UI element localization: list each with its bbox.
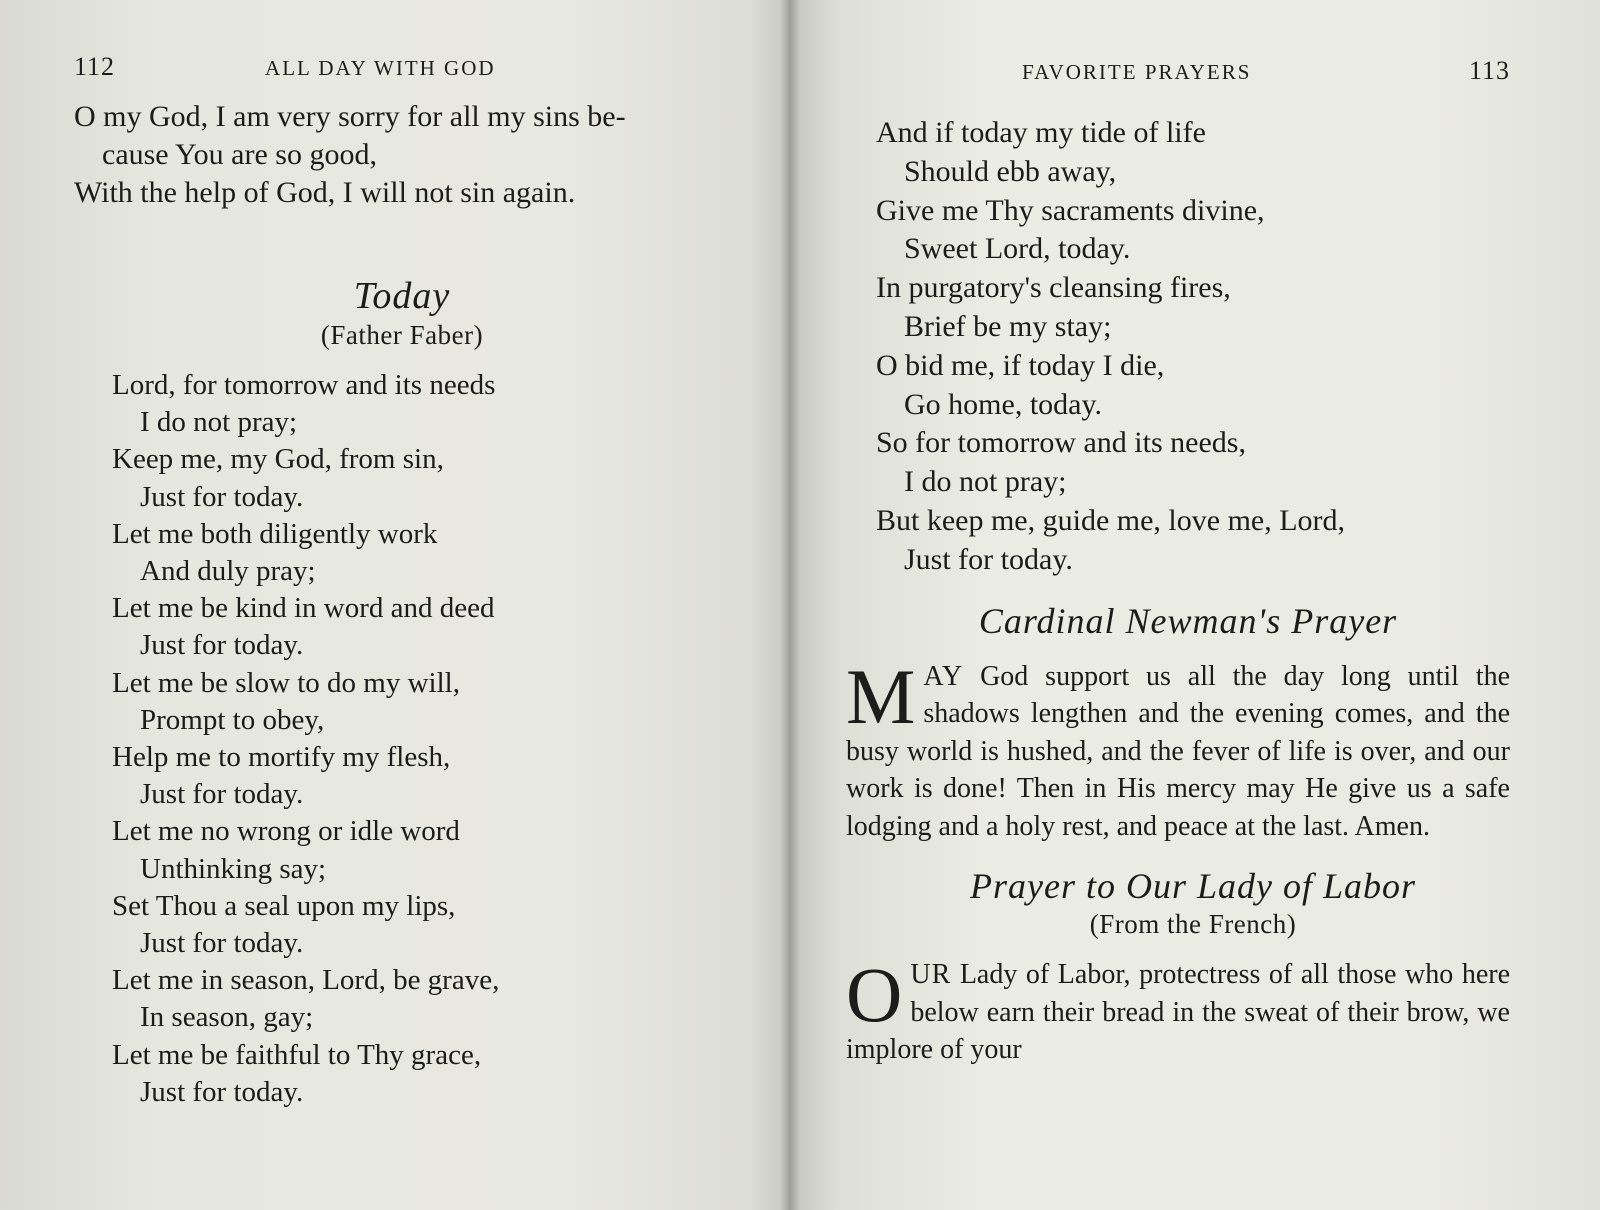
poem-line: Just for today. xyxy=(140,480,304,513)
poem-line: And duly pray; xyxy=(140,555,316,588)
poem-line: Lord, for tomorrow and its needs xyxy=(112,369,496,401)
newman-dropcap: M xyxy=(846,652,916,740)
poem-line: Brief be my stay; xyxy=(904,309,1112,343)
poem-line: Set Thou a seal upon my lips, xyxy=(112,889,456,922)
poem-line: Just for today. xyxy=(904,542,1073,576)
poem-line: Let me be slow to do my will, xyxy=(112,666,460,699)
poem-line: O bid me, if today I die, xyxy=(876,348,1165,382)
poem-author: (Father Faber) xyxy=(320,320,484,350)
poem-line: Help me to mortify my flesh, xyxy=(112,741,451,774)
poem-line: Just for today. xyxy=(140,778,304,811)
poem-line: Let me no wrong or idle word xyxy=(112,815,460,848)
poem-title: Today xyxy=(353,275,451,317)
left-page-number: 112 xyxy=(74,52,116,81)
newman-prayer-text xyxy=(846,652,1510,846)
book-gutter xyxy=(780,0,800,1210)
labor-prayer-title: Prayer to Our Lady of Labor xyxy=(969,866,1416,907)
poem-line: So for tomorrow and its needs, xyxy=(876,426,1246,460)
right-running-head xyxy=(846,56,1510,96)
poem-line: I do not pray; xyxy=(140,406,298,439)
left-running-title: ALL DAY WITH GOD xyxy=(265,56,496,80)
intro-line: O my God, I am very sorry for all my sins be- xyxy=(74,100,626,133)
labor-body: Lady of Labor, protectress of all those who here below earn their bread in the sweat of their brow, we implore of your xyxy=(846,959,1510,1066)
poem-line: Sweet Lord, today. xyxy=(904,232,1131,266)
poem-line: Unthinking say; xyxy=(140,852,327,885)
poem-line: In season, gay; xyxy=(140,1001,314,1034)
intro-line: With the help of God, I will not sin again. xyxy=(74,176,576,209)
poem-line: Prompt to obey, xyxy=(140,703,325,736)
newman-lead-word: AY xyxy=(923,660,964,692)
today-poem xyxy=(74,367,730,1111)
poem-line: I do not pray; xyxy=(904,465,1067,499)
today-poem-continued xyxy=(846,114,1510,580)
newman-body: God support us all the day long until the shadows lengthen and the evening comes, and the busy world is hushed, and the fever of life is over, and our work is done! Then in His mercy may He give us a safe lodging and a holy rest, and peace at the last. Amen. xyxy=(846,660,1510,842)
right-page xyxy=(790,0,1600,1210)
labor-dropcap: O xyxy=(846,951,903,1039)
poem-line: Keep me, my God, from sin, xyxy=(112,443,444,476)
poem-line: Just for today. xyxy=(140,927,304,960)
poem-line: And if today my tide of life xyxy=(876,116,1206,149)
poem-line: Should ebb away, xyxy=(904,154,1117,188)
right-running-title: FAVORITE PRAYERS xyxy=(1022,60,1252,84)
contrition-prayer xyxy=(74,98,730,212)
poem-line: In purgatory's cleansing fires, xyxy=(876,271,1231,305)
labor-lead-word: UR xyxy=(910,959,952,991)
labor-prayer-text xyxy=(846,951,1510,1069)
poem-line: Let me in season, Lord, be grave, xyxy=(112,964,500,997)
intro-line: cause You are so good, xyxy=(102,138,377,171)
poem-line: Let me be kind in word and deed xyxy=(112,592,495,625)
poem-line: Let me be faithful to Thy grace, xyxy=(112,1038,482,1071)
poem-line: Just for today. xyxy=(140,629,304,662)
left-running-head xyxy=(74,52,730,92)
newman-prayer-title: Cardinal Newman's Prayer xyxy=(978,600,1398,641)
labor-prayer-subtitle: (From the French) xyxy=(1089,909,1297,940)
left-page xyxy=(0,0,790,1210)
poem-line: Just for today. xyxy=(140,1075,304,1108)
right-page-number: 113 xyxy=(1468,56,1510,85)
poem-line: Go home, today. xyxy=(904,387,1103,421)
poem-line: Give me Thy sacraments divine, xyxy=(876,193,1265,227)
poem-line: But keep me, guide me, love me, Lord, xyxy=(876,503,1346,537)
poem-line: Let me both diligently work xyxy=(112,517,438,550)
